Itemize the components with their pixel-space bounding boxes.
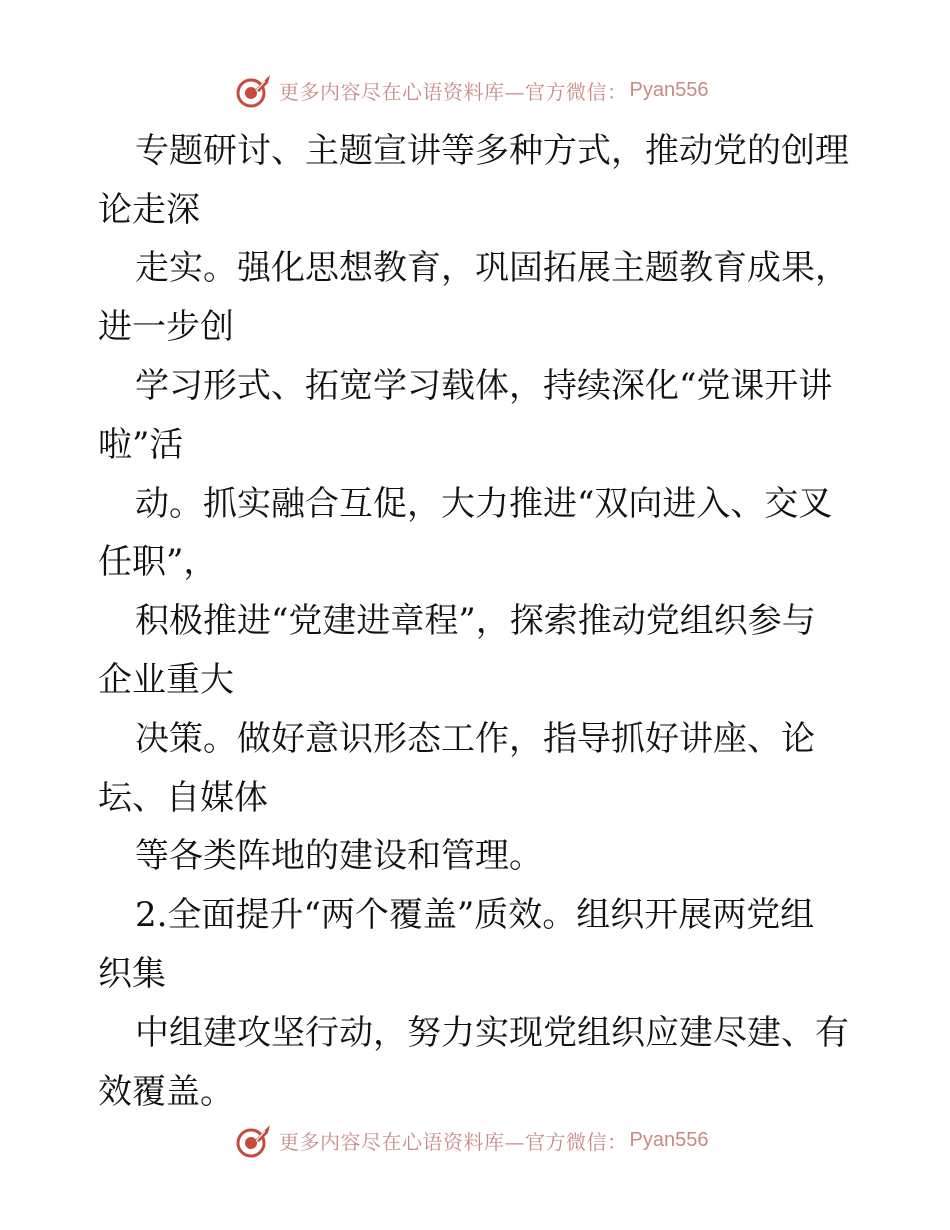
text-line: 决策。做好意识形态工作，指导抓好讲座、论 <box>135 718 815 759</box>
text-line: 学习形式、拓宽学习载体，持续深化“党课开讲 <box>135 366 833 407</box>
watermark-wechat-id: Pyan556 <box>629 78 709 101</box>
watermark-wechat-id: Pyan556 <box>629 1128 709 1151</box>
watermark-text: 更多内容尽在心语资料库—官方微信： <box>279 79 628 104</box>
body-text <box>98 118 858 1118</box>
text-line: 走实。强化思想教育，巩固拓展主题教育成果， <box>135 248 849 289</box>
text-line: 专题研讨、主题宣讲等多种方式，推动党的创理 <box>135 130 849 171</box>
text-line: 效覆盖。 <box>98 1071 234 1112</box>
text-line: 积极推进“党建进章程”，探索推动党组织参与 <box>135 601 816 642</box>
text-line: 中组建攻坚行动，努力实现党组织应建尽建、有 <box>135 1012 849 1053</box>
text-line: 进一步创 <box>98 307 234 348</box>
text-line: 企业重大 <box>98 660 234 701</box>
text-line: 等各类阵地的建设和管理。 <box>135 836 543 877</box>
text-line: 坛、自媒体 <box>98 777 268 818</box>
text-line: 2.全面提升“两个覆盖”质效。组织开展两党组 <box>135 895 815 936</box>
text-line: 织集 <box>98 954 166 995</box>
footer-watermark <box>235 1120 708 1160</box>
text-line: 啦”活 <box>98 424 184 465</box>
text-line: 论走深 <box>98 189 200 230</box>
quill-logo-icon <box>235 71 273 109</box>
text-line: 动。抓实融合互促，大力推进“双向进入、交叉 <box>135 483 833 524</box>
text-line: 任职”， <box>98 542 218 583</box>
watermark-text: 更多内容尽在心语资料库—官方微信： <box>279 1129 628 1154</box>
header-watermark <box>235 70 708 110</box>
quill-logo-icon <box>235 1121 273 1159</box>
